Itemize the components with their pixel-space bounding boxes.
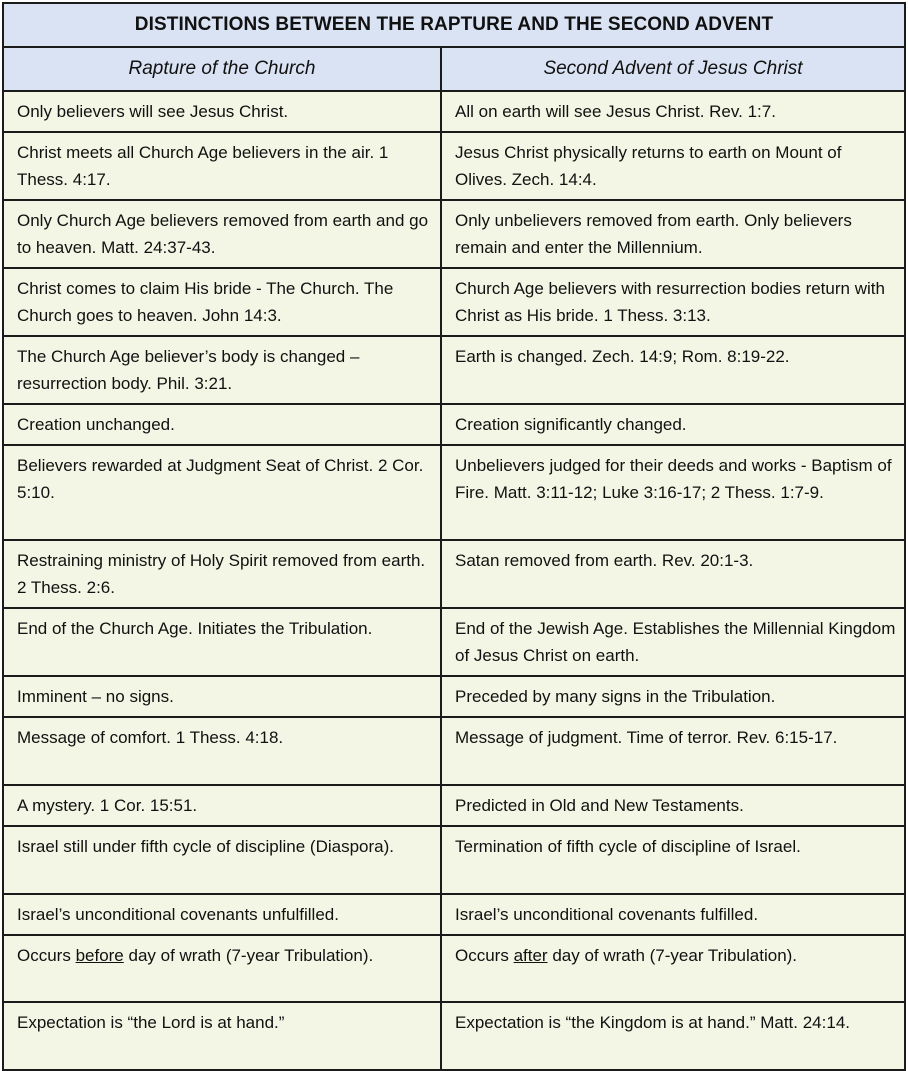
table-row	[3, 894, 905, 935]
rapture-cell: Israel’s unconditional covenants unfulfilled.	[3, 894, 441, 935]
column-header-second-advent: Second Advent of Jesus Christ	[441, 47, 905, 91]
table-row	[3, 268, 905, 336]
second-advent-cell: Jesus Christ physically returns to earth on Mount of Olives. Zech. 14:4.	[441, 132, 905, 200]
table-title: DISTINCTIONS BETWEEN THE RAPTURE AND THE SECOND ADVENT	[3, 3, 905, 47]
rapture-cell: Creation unchanged.	[3, 404, 441, 445]
rapture-cell: Christ meets all Church Age believers in the air. 1 Thess. 4:17.	[3, 132, 441, 200]
table-row	[3, 336, 905, 404]
second-advent-text-prefix: Occurs	[455, 946, 514, 965]
table-row	[3, 785, 905, 826]
rapture-cell: Message of comfort. 1 Thess. 4:18.	[3, 717, 441, 785]
second-advent-cell: Expectation is “the Kingdom is at hand.” Matt. 24:14.	[441, 1002, 905, 1070]
rapture-cell: The Church Age believer’s body is changed – resurrection body. Phil. 3:21.	[3, 336, 441, 404]
second-advent-cell	[441, 935, 905, 1002]
second-advent-cell: Only unbelievers removed from earth. Only believers remain and enter the Millennium.	[441, 200, 905, 268]
table-row	[3, 200, 905, 268]
table-row	[3, 91, 905, 132]
rapture-cell: Israel still under fifth cycle of discipline (Diaspora).	[3, 826, 441, 894]
table-row	[3, 935, 905, 1002]
second-advent-cell: Unbelievers judged for their deeds and works - Baptism of Fire. Matt. 3:11-12; Luke 3:16-17; 2 Thess. 1:7-9.	[441, 445, 905, 540]
table-row	[3, 608, 905, 676]
rapture-cell: Christ comes to claim His bride - The Church. The Church goes to heaven. John 14:3.	[3, 268, 441, 336]
rapture-cell: Restraining ministry of Holy Spirit removed from earth. 2 Thess. 2:6.	[3, 540, 441, 608]
rapture-underlined-word: before	[75, 946, 124, 965]
rapture-text-prefix: Occurs	[17, 946, 76, 965]
second-advent-cell: All on earth will see Jesus Christ. Rev. 1:7.	[441, 91, 905, 132]
title-row	[3, 3, 905, 47]
table-row	[3, 445, 905, 540]
column-header-rapture: Rapture of the Church	[3, 47, 441, 91]
second-advent-cell: Church Age believers with resurrection bodies return with Christ as His bride. 1 Thess. 3:13.	[441, 268, 905, 336]
second-advent-underlined-word: after	[513, 946, 548, 965]
distinctions-table	[2, 2, 906, 1071]
second-advent-cell: Termination of fifth cycle of discipline of Israel.	[441, 826, 905, 894]
rapture-cell: A mystery. 1 Cor. 15:51.	[3, 785, 441, 826]
rapture-cell: Believers rewarded at Judgment Seat of Christ. 2 Cor. 5:10.	[3, 445, 441, 540]
table-row	[3, 1002, 905, 1070]
second-advent-cell: Creation significantly changed.	[441, 404, 905, 445]
second-advent-cell: End of the Jewish Age. Establishes the Millennial Kingdom of Jesus Christ on earth.	[441, 608, 905, 676]
table-row	[3, 540, 905, 608]
rapture-cell: Imminent – no signs.	[3, 676, 441, 717]
second-advent-cell: Israel’s unconditional covenants fulfilled.	[441, 894, 905, 935]
table-row	[3, 717, 905, 785]
table-row	[3, 676, 905, 717]
rapture-cell: Only believers will see Jesus Christ.	[3, 91, 441, 132]
header-row	[3, 47, 905, 91]
table-row	[3, 404, 905, 445]
second-advent-cell: Earth is changed. Zech. 14:9; Rom. 8:19-22.	[441, 336, 905, 404]
rapture-cell	[3, 935, 441, 1002]
rapture-cell: End of the Church Age. Initiates the Tribulation.	[3, 608, 441, 676]
second-advent-cell: Satan removed from earth. Rev. 20:1-3.	[441, 540, 905, 608]
second-advent-cell: Message of judgment. Time of terror. Rev. 6:15-17.	[441, 717, 905, 785]
rapture-text-suffix: day of wrath (7-year Tribulation).	[123, 946, 374, 965]
rapture-cell: Expectation is “the Lord is at hand.”	[3, 1002, 441, 1070]
table-row	[3, 132, 905, 200]
table-row	[3, 826, 905, 894]
second-advent-text-suffix: day of wrath (7-year Tribulation).	[547, 946, 798, 965]
rapture-cell: Only Church Age believers removed from earth and go to heaven. Matt. 24:37-43.	[3, 200, 441, 268]
second-advent-cell: Predicted in Old and New Testaments.	[441, 785, 905, 826]
second-advent-cell: Preceded by many signs in the Tribulation.	[441, 676, 905, 717]
